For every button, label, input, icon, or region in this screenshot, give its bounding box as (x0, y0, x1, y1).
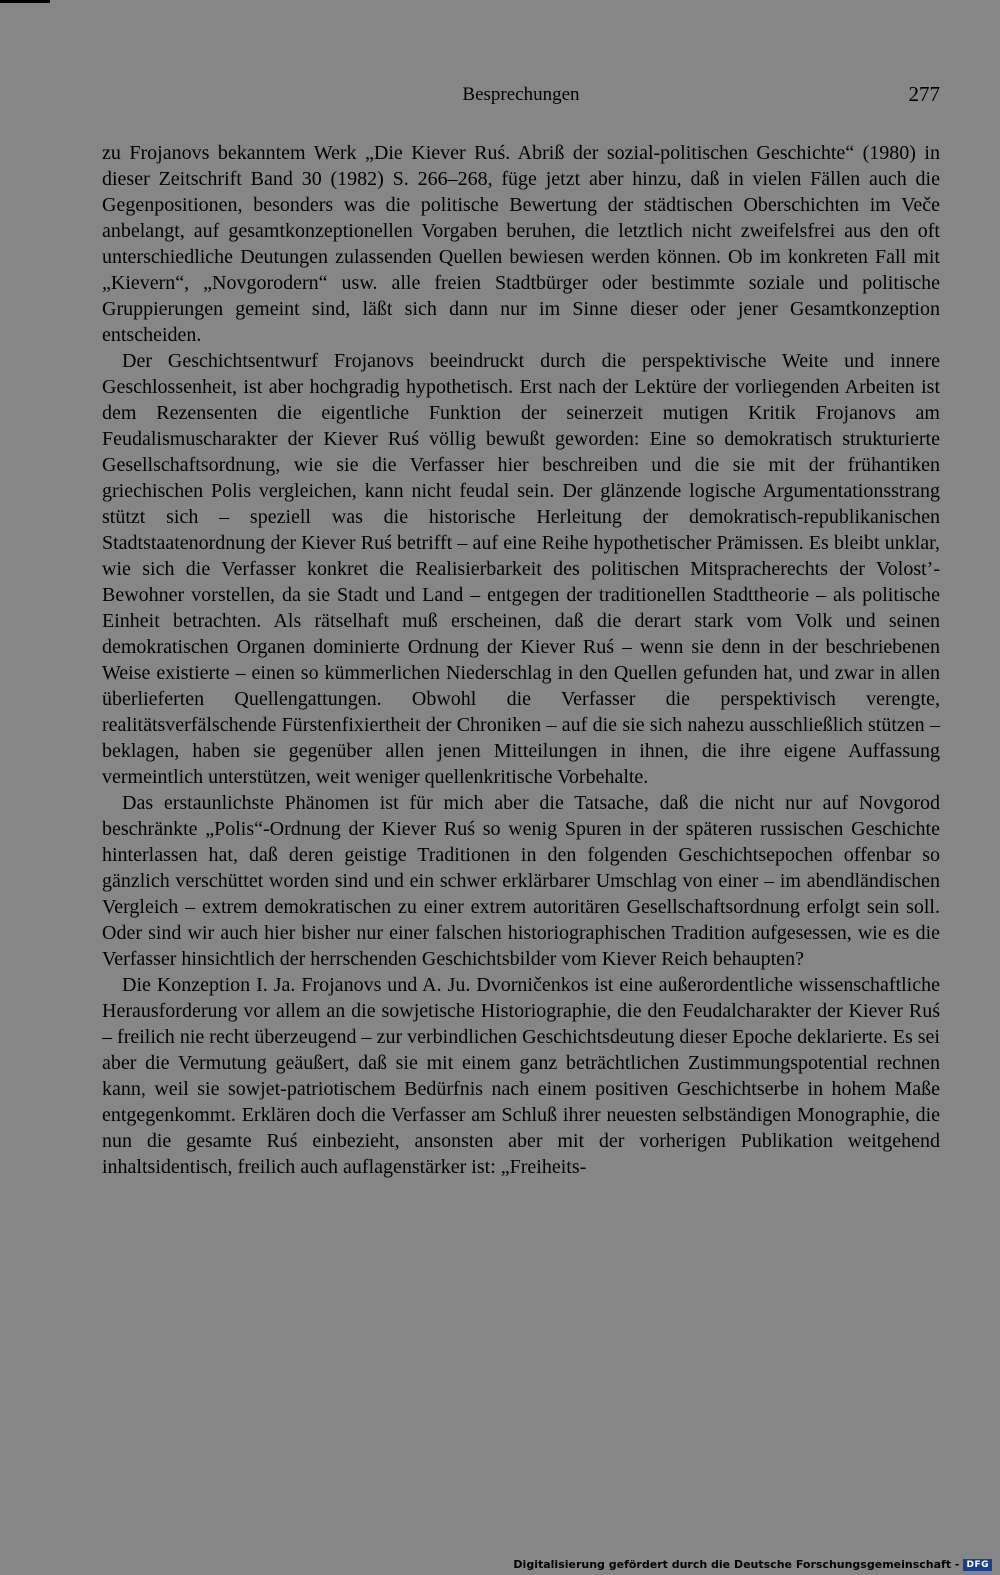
dfg-logo: DFG (963, 1559, 992, 1571)
paragraph-3: Das erstaunlichste Phänomen ist für mich aber die Tatsache, daß die nicht nur auf Novgorod beschränkte „Polis“-Ordnung der Kiever Ruś so wenig Spuren in der späteren russischen Geschichte hinterlassen hat, daß deren geistige Traditionen in den folgenden Geschichtsepochen offenbar so gänzlich verschüttet worden sind und ein schwer erklärbarer Umschlag von einer – im abendländischen Vergleich – extrem demokratischen zu einer extrem autoritären Gesellschaftsordnung erfolgt sein soll. Oder sind wir auch hier bisher nur einer falschen historiographischen Tradition aufgesessen, wie es die Verfasser hinsichtlich der herrschenden Geschichtsbilder vom Kiever Reich behaupten? (102, 792, 940, 970)
running-title: Besprechungen (462, 84, 580, 105)
running-head (102, 84, 940, 114)
credit-text: Digitalisierung gefördert durch die Deutsche Forschungsgemeinschaft - (513, 1558, 960, 1571)
paragraph-1: zu Frojanovs bekanntem Werk „Die Kiever Ruś. Abriß der sozial-politischen Geschichte“ (1980) in dieser Zeitschrift Band 30 (1982) S. 266–268, füge jetzt aber hinzu, daß in vielen Fällen auch die Gegenpositionen, besonders was die politische Bewertung der städtischen Oberschichten im Veče anbelangt, auf gesamtkonzeptionellen Vorgaben beruhen, die letztlich nicht zweifelsfrei aus den oft unterschiedliche Deutungen zulassenden Quellen bewiesen werden können. Ob im konkreten Fall mit „Kievern“, „Novgorodern“ usw. alle freien Stadtbürger oder bestimmte soziale und politische Gruppierungen gemeint sind, läßt sich dann nur im Sinne dieser oder jener Gesamtkonzeption entscheiden. (102, 142, 940, 346)
scan-corner-mark (0, 0, 50, 3)
page-number: 277 (908, 82, 940, 106)
digitization-credit (513, 1558, 992, 1571)
paragraph-2: Der Geschichtsentwurf Frojanovs beeindruckt durch die perspektivische Weite und innere Geschlossenheit, ist aber hochgradig hypothetisch. Erst nach der Lektüre der vorliegenden Arbeiten ist dem Rezensenten die eigentliche Funktion der seinerzeit mutigen Kritik Frojanovs am Feudalismuscharakter der Kiever Ruś völlig bewußt geworden: Eine so demokratisch strukturierte Gesellschaftsordnung, wie sie die Verfasser hier beschreiben und die sie mit der frühantiken griechischen Polis vergleichen, kann nicht feudal sein. Der glänzende logische Argumentationsstrang stützt sich – speziell was die historische Herleitung der demokratisch-republikanischen Stadtstaatenordnung der Kiever Ruś betrifft – auf eine Reihe hypothetischer Prämissen. Es bleibt unklar, wie sich die Verfasser konkret die Realisierbarkeit des politischen Mitspracherechts der Volost’-Bewohner vorstellen, da sie Stadt und Land – entgegen der traditionellen Stadttheorie – als politische Einheit betrachten. Als rätselhaft muß erscheinen, daß die derart stark vom Volk und seinen demokratischen Organen dominierte Ordnung der Kiever Ruś – wenn sie denn in der beschriebenen Weise existierte – einen so kümmerlichen Niederschlag in den Quellen gefunden hat, und zwar in allen überlieferten Quellengattungen. Obwohl die Verfasser die perspektivisch verengte, realitätsverfälschende Fürstenfixiertheit der Chroniken – auf die sie sich nahezu ausschließlich stützen – beklagen, haben sie gegenüber allen jenen Mitteilungen in ihnen, die ihre eigene Auffassung vermeintlich unterstützen, weit weniger quellenkritische Vorbehalte. (102, 350, 940, 788)
paragraph-4: Die Konzeption I. Ja. Frojanovs und A. Ju. Dvorničenkos ist eine außerordentliche wissenschaftliche Herausforderung vor allem an die sowjetische Historiographie, die den Feudalcharakter der Kiever Ruś – freilich nie recht überzeugend – zur verbindlichen Geschichtsdeutung dieser Epoche deklarierte. Es sei aber die Vermutung geäußert, daß sie mit einem ganz beträchtlichen Zustimmungspotential rechnen kann, weil sie sowjet-patriotischem Bedürfnis nach einem positiven Geschichtserbe in hohem Maße entgegenkommt. Erklären doch die Verfasser am Schluß ihrer neuesten selbständigen Monographie, die nun die gesamte Ruś einbezieht, ansonsten aber mit der vorherigen Publikation weitgehend inhaltsidentisch, freilich auch auflagenstärker ist: „Freiheits- (102, 974, 940, 1178)
text-body (102, 140, 940, 1180)
